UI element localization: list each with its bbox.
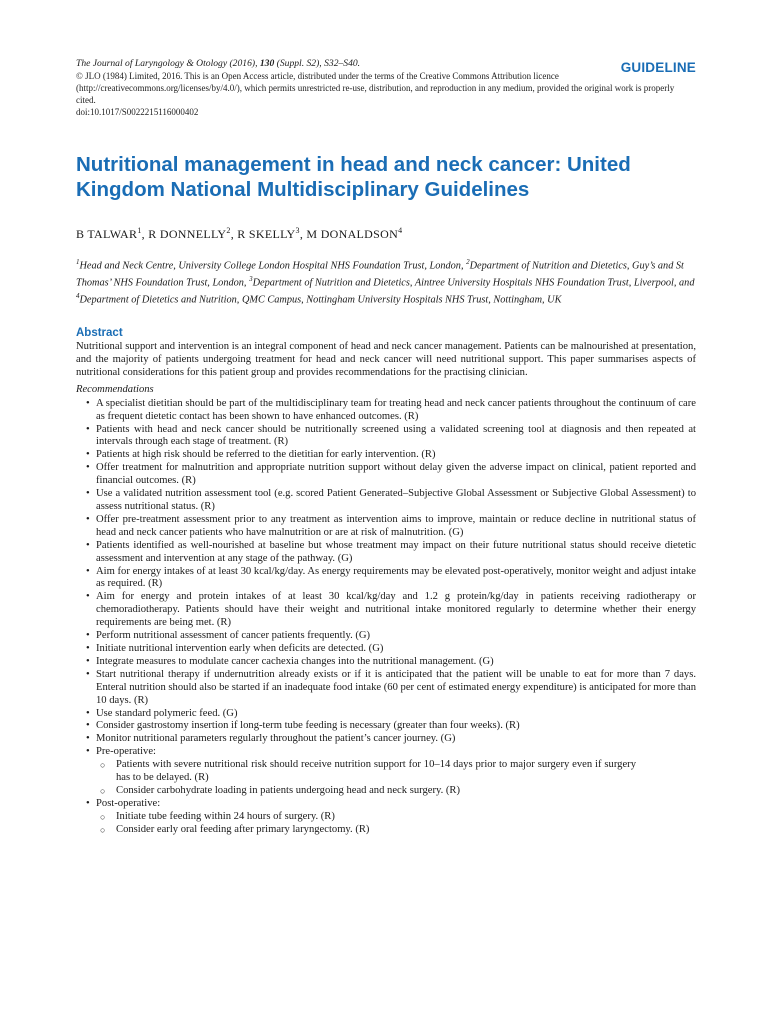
sub-recommendation-item: ○ Consider carbohydrate loading in patients undergoing head and neck surgery. (R) (100, 785, 696, 798)
author: M DONALDSON$^4$ (306, 226, 403, 241)
author: R SKELLY$^3$ (237, 226, 300, 241)
recommendation-item: • Consider gastrostomy insertion if long-term tube feeding is necessary (greater than four weeks). (R) (86, 720, 696, 733)
recommendations-list (76, 398, 696, 837)
recommendation-item: • Offer treatment for malnutrition and appropriate nutrition support without delay given the adverse impact on clinical, patient reported and financial outcomes. (R) (86, 462, 696, 488)
recommendation-item: • Integrate measures to modulate cancer cachexia changes into the nutritional management. (G) (86, 656, 696, 669)
journal-volume: 130 (259, 58, 275, 69)
affiliations: $^1$Head and Neck Centre, University College London Hospital NHS Foundation Trust, London, $^2$Department of Nutrition and Dietetics, Guy’s and St Thomas’ NHS Foundation Trust, London, $^3$Department of Nutrition and Dietetics, Aintree University Hospitals NHS Foundation Trust, Liverpool, and $^4$Department of Dietetics and Nutrition, QMC Campus, Nottingham University Hospitals NHS Trust, Nottingham, UK (76, 258, 695, 306)
abstract-text: Nutritional support and intervention is an integral component of head and neck cancer management. Patients can be malnourished at presentation, and the majority of patients undergoing treatment for head and neck cancer will need nutritional support. This paper summarises aspects of nutritional considerations for this patient group and provides recommendations for the practising clinician. (76, 340, 696, 378)
journal-citation: The Journal of Laryngology & Otology (2016), 130 (Suppl. S2), S32–S40. (76, 58, 361, 69)
article-title: Nutritional management in head and neck cancer: United Kingdom National Multidisciplinary Guidelines (76, 153, 631, 201)
sub-recommendation-item: ○ Consider early oral feeding after primary laryngectomy. (R) (100, 824, 696, 837)
recommendation-item: • Use a validated nutrition assessment tool (e.g. scored Patient Generated–Subjective Global Assessment or Subjective Global Assessment) to assess nutritional status. (R) (86, 488, 696, 514)
recommendation-item: • Patients at high risk should be referred to the dietitian for early intervention. (R) (86, 449, 696, 462)
recommendation-item: • Perform nutritional assessment of cancer patients frequently. (G) (86, 630, 696, 643)
copyright-notice: © JLO (1984) Limited, 2016. This is an Open Access article, distributed under the terms of the Creative Commons Attribution licence (http://creativecommons.org/licenses/by/4.0/), which permits unrestricted re-use, distribution, and reproduction in any medium, provided the original work is properly cited. (76, 71, 675, 105)
recommendation-item: • A specialist dietitian should be part of the multidisciplinary team for treating head and neck cancer patients throughout the continuum of care as frequent dietetic contact has been shown to have enhanced outcomes. (R) (86, 398, 696, 424)
author: B TALWAR$^1$ (76, 226, 142, 241)
recommendation-item: • Patients with head and neck cancer should be nutritionally screened using a validated screening tool at diagnosis and then repeated at intervals through each stage of treatment. (R) (86, 424, 696, 450)
recommendation-item: • Patients identified as well-nourished at baseline but whose treatment may impact on their future nutritional status should receive dietetic assessment and intervention at any stage of the pathway. (G) (86, 540, 696, 566)
recommendations-heading: Recommendations (76, 383, 154, 395)
recommendation-item: • Aim for energy and protein intakes of at least 30 kcal/kg/day and 1.2 g protein/kg/day in patients receiving radiotherapy or chemoradiotherapy. Patients should have their weight and nutritional intake monitored regularly to determine whether their energy requirements are being met. (R) (86, 591, 696, 630)
author-list: B TALWAR$^1$, R DONNELLY$^2$, R SKELLY$^3$, M DONALDSON$^4$ (76, 226, 403, 241)
doi[interactable]: doi:10.1017/S0022215116000402 (76, 107, 199, 117)
post-operative-list (96, 811, 696, 837)
post-operative-group (86, 798, 696, 837)
recommendation-item: • Monitor nutritional parameters regularly throughout the patient’s cancer journey. (G) (86, 733, 696, 746)
section-label: GUIDELINE (620, 60, 696, 75)
article-page (76, 56, 696, 837)
recommendation-item: • Aim for energy intakes of at least 30 kcal/kg/day. As energy requirements may be elevated post-operatively, monitor weight and adjust intake as required. (R) (86, 566, 696, 592)
post-operative-label: Post-operative: (96, 797, 161, 809)
recommendation-item: • Offer pre-treatment assessment prior to any treatment as intervention aims to improve, maintain or reduce decline in nutritional status of head and neck cancer patients who have malnutrition or are at risk of malnutrition. (G) (86, 514, 696, 540)
sub-recommendation-item: ○ Initiate tube feeding within 24 hours of surgery. (R) (100, 811, 696, 824)
pre-operative-list (96, 759, 696, 798)
sub-recommendation-item: ○ Patients with severe nutritional risk should receive nutrition support for 10–14 days prior to major surgery even if surgery has to be delayed. (R) (100, 759, 696, 785)
publication-meta (76, 58, 696, 118)
pre-operative-label: Pre-operative: (96, 746, 157, 758)
author: R DONNELLY$^2$ (148, 226, 231, 241)
recommendation-item: • Initiate nutritional intervention early when deficits are detected. (G) (86, 643, 696, 656)
abstract-heading: Abstract (76, 326, 123, 339)
recommendation-item: • Use standard polymeric feed. (G) (86, 708, 696, 721)
pre-operative-group (86, 746, 696, 798)
recommendation-item: • Start nutritional therapy if undernutrition already exists or if it is anticipated that the patient will be unable to eat for more than 7 days. Enteral nutrition should also be started if an inadequate food intake (60 per cent of estimated energy expenditure) is anticipated for more than 10 days. (R) (86, 669, 696, 708)
